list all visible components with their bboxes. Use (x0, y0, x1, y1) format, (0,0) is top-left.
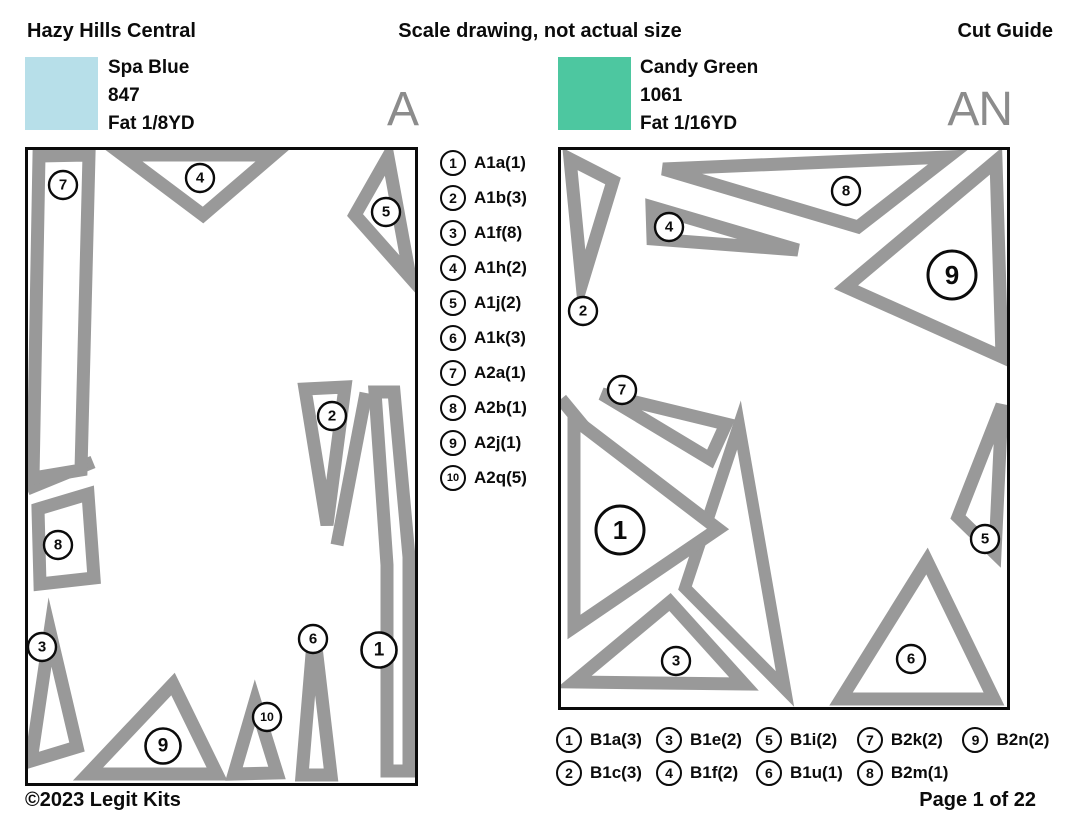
piece-badge-2 (569, 297, 597, 325)
legend-piece-number: 8 (440, 395, 466, 421)
svg-text:10: 10 (260, 710, 274, 724)
svg-text:5: 5 (980, 530, 990, 548)
legend-item (756, 756, 843, 789)
legend-item (440, 460, 527, 495)
legend-piece-number: 6 (756, 760, 782, 786)
fabric-name: Spa Blue (108, 57, 190, 78)
svg-text:8: 8 (841, 182, 851, 200)
piece-badge-3 (662, 647, 690, 675)
legend-piece-number: 5 (756, 727, 782, 753)
legend-piece-label: A2a(1) (474, 362, 526, 382)
piece-badge-5 (971, 525, 999, 553)
svg-text:2: 2 (578, 302, 588, 320)
legend-piece-number: 7 (440, 360, 466, 386)
page-number: Page 1 of 22 (919, 789, 1036, 811)
svg-text:1: 1 (612, 515, 628, 545)
legend-item (440, 425, 527, 460)
legend-piece-number: 4 (656, 760, 682, 786)
piece-badge-7 (49, 171, 77, 199)
legend-piece-label: A1k(3) (474, 327, 526, 347)
svg-text:7: 7 (617, 381, 627, 399)
svg-text:3: 3 (671, 652, 681, 670)
piece-badge-5 (372, 198, 400, 226)
legend-item (440, 180, 527, 215)
legend-piece-label: B2k(2) (890, 729, 943, 749)
svg-text:4: 4 (195, 169, 205, 187)
fabric-code: 1061 (640, 85, 683, 106)
legend-item (440, 285, 527, 320)
piece-badge-4 (186, 164, 214, 192)
cut-panel-an (558, 147, 1010, 710)
fabric-code: 847 (108, 85, 140, 106)
legend-item (962, 723, 1049, 756)
piece-badge-1 (596, 506, 644, 554)
fabric-cut: Fat 1/8YD (108, 113, 195, 134)
legend-piece-label: B2n(2) (996, 729, 1050, 749)
piece-badge-4 (655, 213, 683, 241)
legend-piece-label: A2j(1) (474, 432, 522, 452)
panel-letter-a: A (386, 83, 418, 136)
legend-piece-label: B1c(3) (590, 762, 642, 782)
legend-piece-number: 6 (440, 325, 466, 351)
legend-piece-number: 2 (556, 760, 582, 786)
piece-badge-2 (318, 402, 346, 430)
legend-piece-label: A2q(5) (474, 467, 527, 487)
scale-note: Scale drawing, not actual size (398, 20, 682, 42)
piece-badge-8 (44, 531, 72, 559)
legend-piece-label: B2m(1) (890, 762, 949, 782)
svg-text:2: 2 (327, 407, 337, 425)
legend-panel-an (556, 723, 1049, 789)
piece-badge-10 (253, 703, 281, 731)
legend-item (440, 320, 527, 355)
pattern-title: Hazy Hills Central (27, 20, 196, 42)
legend-piece-label: A1j(2) (474, 292, 522, 312)
legend-piece-label: B1i(2) (789, 729, 838, 749)
legend-item (656, 756, 742, 789)
svg-text:3: 3 (37, 638, 47, 656)
svg-text:1: 1 (373, 639, 385, 661)
svg-text:6: 6 (308, 630, 318, 648)
svg-text:6: 6 (906, 650, 916, 668)
piece-badge-1 (362, 633, 397, 668)
legend-piece-number: 3 (440, 220, 466, 246)
fabric-swatch-an (558, 57, 631, 130)
legend-item (556, 756, 642, 789)
svg-text:4: 4 (664, 218, 674, 236)
fabric-info-an (640, 54, 758, 138)
fabric-cut: Fat 1/16YD (640, 113, 738, 134)
legend-panel-a (440, 145, 527, 495)
legend-piece-label: B1e(2) (689, 729, 742, 749)
legend-item (440, 355, 527, 390)
panel-letter-an: AN (947, 83, 1012, 136)
piece-badge-3 (28, 633, 56, 661)
legend-piece-number: 10 (440, 465, 466, 491)
legend-piece-label: A1a(1) (474, 152, 526, 172)
piece-badge-6 (897, 645, 925, 673)
legend-piece-number: 9 (440, 430, 466, 456)
svg-text:7: 7 (58, 176, 68, 194)
piece-badge-6 (299, 625, 327, 653)
legend-item (857, 756, 949, 789)
legend-piece-number: 4 (440, 255, 466, 281)
fabric-name: Candy Green (640, 57, 759, 78)
legend-piece-number: 9 (962, 727, 988, 753)
legend-item (440, 250, 527, 285)
legend-item (440, 145, 527, 180)
legend-piece-number: 1 (556, 727, 582, 753)
legend-piece-number: 2 (440, 185, 466, 211)
legend-item (440, 215, 527, 250)
legend-piece-label: B1f(2) (689, 762, 739, 782)
legend-piece-number: 3 (656, 727, 682, 753)
piece-badge-7 (608, 376, 636, 404)
legend-piece-label: A1b(3) (474, 187, 527, 207)
fabric-swatch-a (25, 57, 98, 130)
piece-badge-9 (928, 251, 976, 299)
svg-text:8: 8 (53, 536, 63, 554)
legend-item (440, 390, 527, 425)
legend-item (756, 723, 843, 756)
piece-badge-9 (146, 729, 181, 764)
piece-shape-7 (33, 155, 89, 478)
legend-item (656, 723, 742, 756)
svg-text:9: 9 (944, 260, 960, 290)
legend-piece-label: B1u(1) (789, 762, 843, 782)
piece-badge-8 (832, 177, 860, 205)
svg-text:5: 5 (381, 203, 391, 221)
legend-piece-label: B1a(3) (590, 729, 642, 749)
cut-panel-a (25, 147, 418, 786)
legend-item (857, 723, 949, 756)
legend-piece-label: A1f(8) (474, 222, 523, 242)
copyright-text: ©2023 Legit Kits (25, 789, 181, 811)
legend-piece-label: A1h(2) (474, 257, 527, 277)
fabric-info-a (108, 54, 195, 138)
legend-piece-number: 7 (857, 727, 883, 753)
legend-item (556, 723, 642, 756)
legend-piece-number: 5 (440, 290, 466, 316)
legend-piece-number: 1 (440, 150, 466, 176)
svg-text:9: 9 (157, 735, 169, 757)
legend-piece-label: A2b(1) (474, 397, 527, 417)
legend-piece-number: 8 (857, 760, 883, 786)
doc-type-title: Cut Guide (957, 20, 1053, 42)
